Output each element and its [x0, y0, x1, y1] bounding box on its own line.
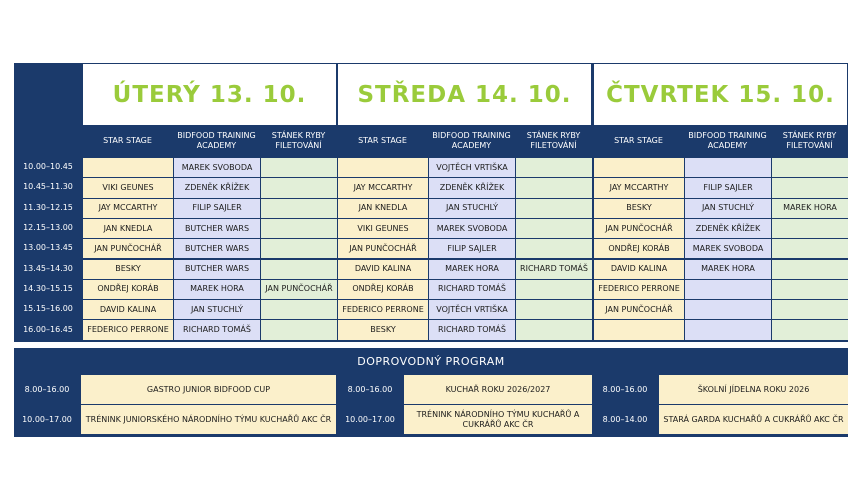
- session-cell: [261, 158, 337, 177]
- stage-header: BIDFOOD TRAINING ACADEMY: [177, 131, 256, 150]
- session-cell: BESKY: [338, 320, 428, 339]
- day-title: ÚTERÝ 13. 10.: [83, 64, 336, 125]
- session-cell: BUTCHER WARS: [174, 239, 260, 258]
- session-cell: [516, 300, 592, 319]
- session-cell: BESKY: [83, 260, 173, 279]
- session-cell: [772, 260, 848, 279]
- session-cell: RICHARD TOMÁŠ: [516, 260, 592, 279]
- day-title: ČTVRTEK 15. 10.: [594, 64, 847, 125]
- session-cell: BUTCHER WARS: [174, 260, 260, 279]
- session-cell: [261, 178, 337, 197]
- schedule-table: [14, 63, 848, 342]
- session-cell: DAVID KALINA: [338, 260, 428, 279]
- session-cell: VIKI GEUNES: [338, 219, 428, 238]
- session-cell: [772, 280, 848, 299]
- session-cell: JAN PUNČOCHÁŘ: [261, 280, 337, 299]
- session-cell: JAY MCCARTHY: [594, 178, 684, 197]
- session-cell: JAY MCCARTHY: [83, 199, 173, 218]
- session-cell: ZDENĚK KŘÍŽEK: [429, 178, 515, 197]
- session-cell: [685, 280, 771, 299]
- program-event: TRÉNINK JUNIORSKÉHO NÁRODNÍHO TÝMU KUCHAŘŮ AKC ČR: [81, 405, 336, 434]
- time-slot: 10.00–10.45: [23, 162, 73, 172]
- stage-header: STÁNEK RYBY FILETOVÁNÍ: [271, 131, 326, 150]
- session-cell: ONDŘEJ KORÁB: [338, 280, 428, 299]
- day-title: STŘEDA 14. 10.: [338, 64, 591, 125]
- time-slot: 13.45–14.30: [23, 263, 73, 273]
- session-cell: ZDENĚK KŘÍŽEK: [685, 219, 771, 238]
- stage-header: BIDFOOD TRAINING ACADEMY: [688, 131, 767, 150]
- session-cell: JAN PUNČOCHÁŘ: [594, 219, 684, 238]
- session-cell: [516, 219, 592, 238]
- session-cell: MAREK HORA: [772, 199, 848, 218]
- session-cell: VIKI GEUNES: [83, 178, 173, 197]
- session-cell: MAREK HORA: [429, 260, 515, 279]
- session-cell: [516, 158, 592, 177]
- side-program-title: DOPROVODNÝ PROGRAM: [357, 354, 505, 368]
- session-cell: [83, 158, 173, 177]
- session-cell: JAN PUNČOCHÁŘ: [83, 239, 173, 258]
- session-cell: BUTCHER WARS: [174, 219, 260, 238]
- session-cell: [594, 320, 684, 339]
- session-cell: JAN STUCHLÝ: [429, 199, 515, 218]
- time-slot: 16.00–16.45: [23, 324, 73, 334]
- program-event: STARÁ GARDA KUCHAŘŮ A CUKRÁŘŮ AKC ČR: [659, 405, 848, 434]
- session-cell: FEDERICO PERRONE: [83, 320, 173, 339]
- session-cell: [261, 239, 337, 258]
- program-event: ŠKOLNÍ JÍDELNA ROKU 2026: [659, 375, 848, 404]
- program-event: GASTRO JUNIOR BIDFOOD CUP: [81, 375, 336, 404]
- session-cell: VOJTĚCH VRTIŠKA: [429, 158, 515, 177]
- program-time: 8.00–16.00: [602, 384, 648, 394]
- session-cell: [594, 158, 684, 177]
- session-cell: JAN STUCHLÝ: [174, 300, 260, 319]
- session-cell: VOJTĚCH VRTIŠKA: [429, 300, 515, 319]
- session-cell: DAVID KALINA: [83, 300, 173, 319]
- session-cell: [685, 158, 771, 177]
- session-cell: [261, 320, 337, 339]
- stage-header: STAR STAGE: [614, 136, 663, 145]
- session-cell: [516, 199, 592, 218]
- stage-header: STÁNEK RYBY FILETOVÁNÍ: [782, 131, 837, 150]
- session-cell: MAREK SVOBODA: [685, 239, 771, 258]
- program-event: KUCHAŘ ROKU 2026/2027: [404, 375, 592, 404]
- session-cell: RICHARD TOMÁŠ: [174, 320, 260, 339]
- program-time: 8.00–16.00: [347, 384, 393, 394]
- session-cell: RICHARD TOMÁŠ: [429, 280, 515, 299]
- program-time: 10.00–17.00: [22, 414, 72, 424]
- session-cell: JAY MCCARTHY: [338, 178, 428, 197]
- session-cell: [772, 158, 848, 177]
- time-slot: 12.15–13.00: [23, 223, 73, 233]
- time-slot: 15.15–16.00: [23, 304, 73, 314]
- time-slot: 11.30–12.15: [23, 202, 73, 212]
- program-event: TRÉNINK NÁRODNÍHO TÝMU KUCHAŘŮ A CUKRÁŘŮ AKC ČR: [404, 405, 592, 434]
- time-slot: 14.30–15.15: [23, 283, 73, 293]
- session-cell: JAN PUNČOCHÁŘ: [594, 300, 684, 319]
- session-cell: [772, 300, 848, 319]
- session-cell: BESKY: [594, 199, 684, 218]
- session-cell: [261, 260, 337, 279]
- session-cell: ONDŘEJ KORÁB: [594, 239, 684, 258]
- session-cell: JAN PUNČOCHÁŘ: [338, 239, 428, 258]
- session-cell: FILIP SAJLER: [685, 178, 771, 197]
- side-program-table: [14, 348, 848, 437]
- session-cell: [261, 219, 337, 238]
- session-cell: [338, 158, 428, 177]
- session-cell: [261, 300, 337, 319]
- session-cell: ONDŘEJ KORÁB: [83, 280, 173, 299]
- session-cell: MAREK HORA: [685, 260, 771, 279]
- session-cell: [516, 239, 592, 258]
- session-cell: FEDERICO PERRONE: [594, 280, 684, 299]
- session-cell: DAVID KALINA: [594, 260, 684, 279]
- session-cell: [516, 280, 592, 299]
- session-cell: [516, 320, 592, 339]
- session-cell: [772, 178, 848, 197]
- session-cell: [772, 239, 848, 258]
- stage-header: BIDFOOD TRAINING ACADEMY: [432, 131, 511, 150]
- program-time: 10.00–17.00: [345, 414, 395, 424]
- session-cell: [516, 178, 592, 197]
- stage-header: STÁNEK RYBY FILETOVÁNÍ: [526, 131, 581, 150]
- session-cell: JAN KNEDLA: [338, 199, 428, 218]
- session-cell: FILIP SAJLER: [429, 239, 515, 258]
- session-cell: MAREK SVOBODA: [429, 219, 515, 238]
- session-cell: [685, 320, 771, 339]
- time-slot: 10.45–11.30: [23, 182, 73, 192]
- session-cell: MAREK SVOBODA: [174, 158, 260, 177]
- session-cell: [772, 320, 848, 339]
- session-cell: FILIP SAJLER: [174, 199, 260, 218]
- stage-header: STAR STAGE: [103, 136, 152, 145]
- session-cell: [261, 199, 337, 218]
- session-cell: [685, 300, 771, 319]
- program-time: 8.00–16.00: [24, 384, 70, 394]
- session-cell: JAN STUCHLÝ: [685, 199, 771, 218]
- time-slot: 13.00–13.45: [23, 243, 73, 253]
- session-cell: RICHARD TOMÁŠ: [429, 320, 515, 339]
- stage-header: STAR STAGE: [358, 136, 407, 145]
- session-cell: JAN KNEDLA: [83, 219, 173, 238]
- session-cell: MAREK HORA: [174, 280, 260, 299]
- session-cell: FEDERICO PERRONE: [338, 300, 428, 319]
- session-cell: ZDENĚK KŘÍŽEK: [174, 178, 260, 197]
- session-cell: [772, 219, 848, 238]
- program-time: 8.00–14.00: [602, 414, 648, 424]
